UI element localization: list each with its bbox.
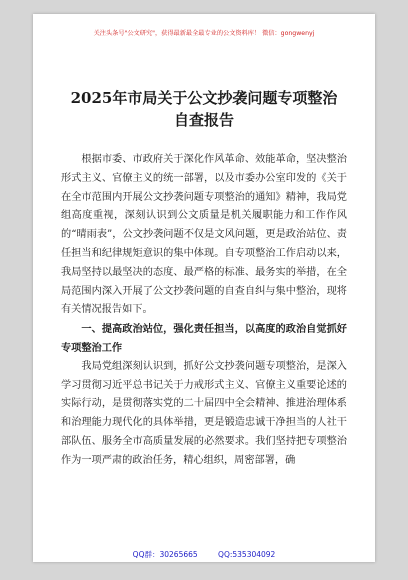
document-page — [33, 14, 375, 562]
title-line-2: 自查报告 — [173, 111, 234, 129]
document-title — [33, 87, 375, 131]
intro-paragraph: 根据市委、市政府关于深化作风革命、效能革命，坚决整治形式主义、官僚主义的统一部署，以及市委办公室印发的《关于在全市范围内开展公文抄袭问题专项整治的通知》精神，我局党组高度重视，深刻认识到公文质量是机关履职能力和工作作风的“晴雨表”，公文抄袭问题不仅是文风问题，更是政治站位、责任担当和纪律规矩意识的集中体现。自专项整治工作启动以来，我局坚持以最坚决的态度、最严格的标准、最务实的举措，在全局范围内深入开展了公文抄袭问题的自查自纠与集中整治，现将有关情况报告如下。 — [61, 154, 347, 316]
footer-qq-number: QQ:535304092 — [218, 550, 276, 559]
footer-qq-group: QQ群：30265665 — [132, 550, 198, 559]
body-paragraph: 我局党组深刻认识到，抓好公文抄袭问题专项整治，是深入学习贯彻习近平总书记关于力戒形式主义、官僚主义重要论述的实际行动，是贯彻落实党的二十届四中全会精神、推进治理体系和治理能力现代化的具体举措，更是锻造忠诚干净担当的人社干部队伍、服务全市高质量发展的必然要求。我们坚持把专项整治作为一项严肃的政治任务，精心组织，周密部署，确 — [61, 360, 347, 466]
footer-contact — [33, 549, 375, 560]
title-line-1: 2025年市局关于公文抄袭问题专项整治 — [70, 89, 338, 107]
document-body — [61, 151, 347, 471]
header-note: 关注头条号"公文研究"，获得最新最全最专业的公文资料库！ 微信：gongwenyj — [93, 30, 315, 37]
section-heading: 一、提高政治站位，强化责任担当，以高度的政治自觉抓好专项整治工作 — [61, 323, 347, 354]
